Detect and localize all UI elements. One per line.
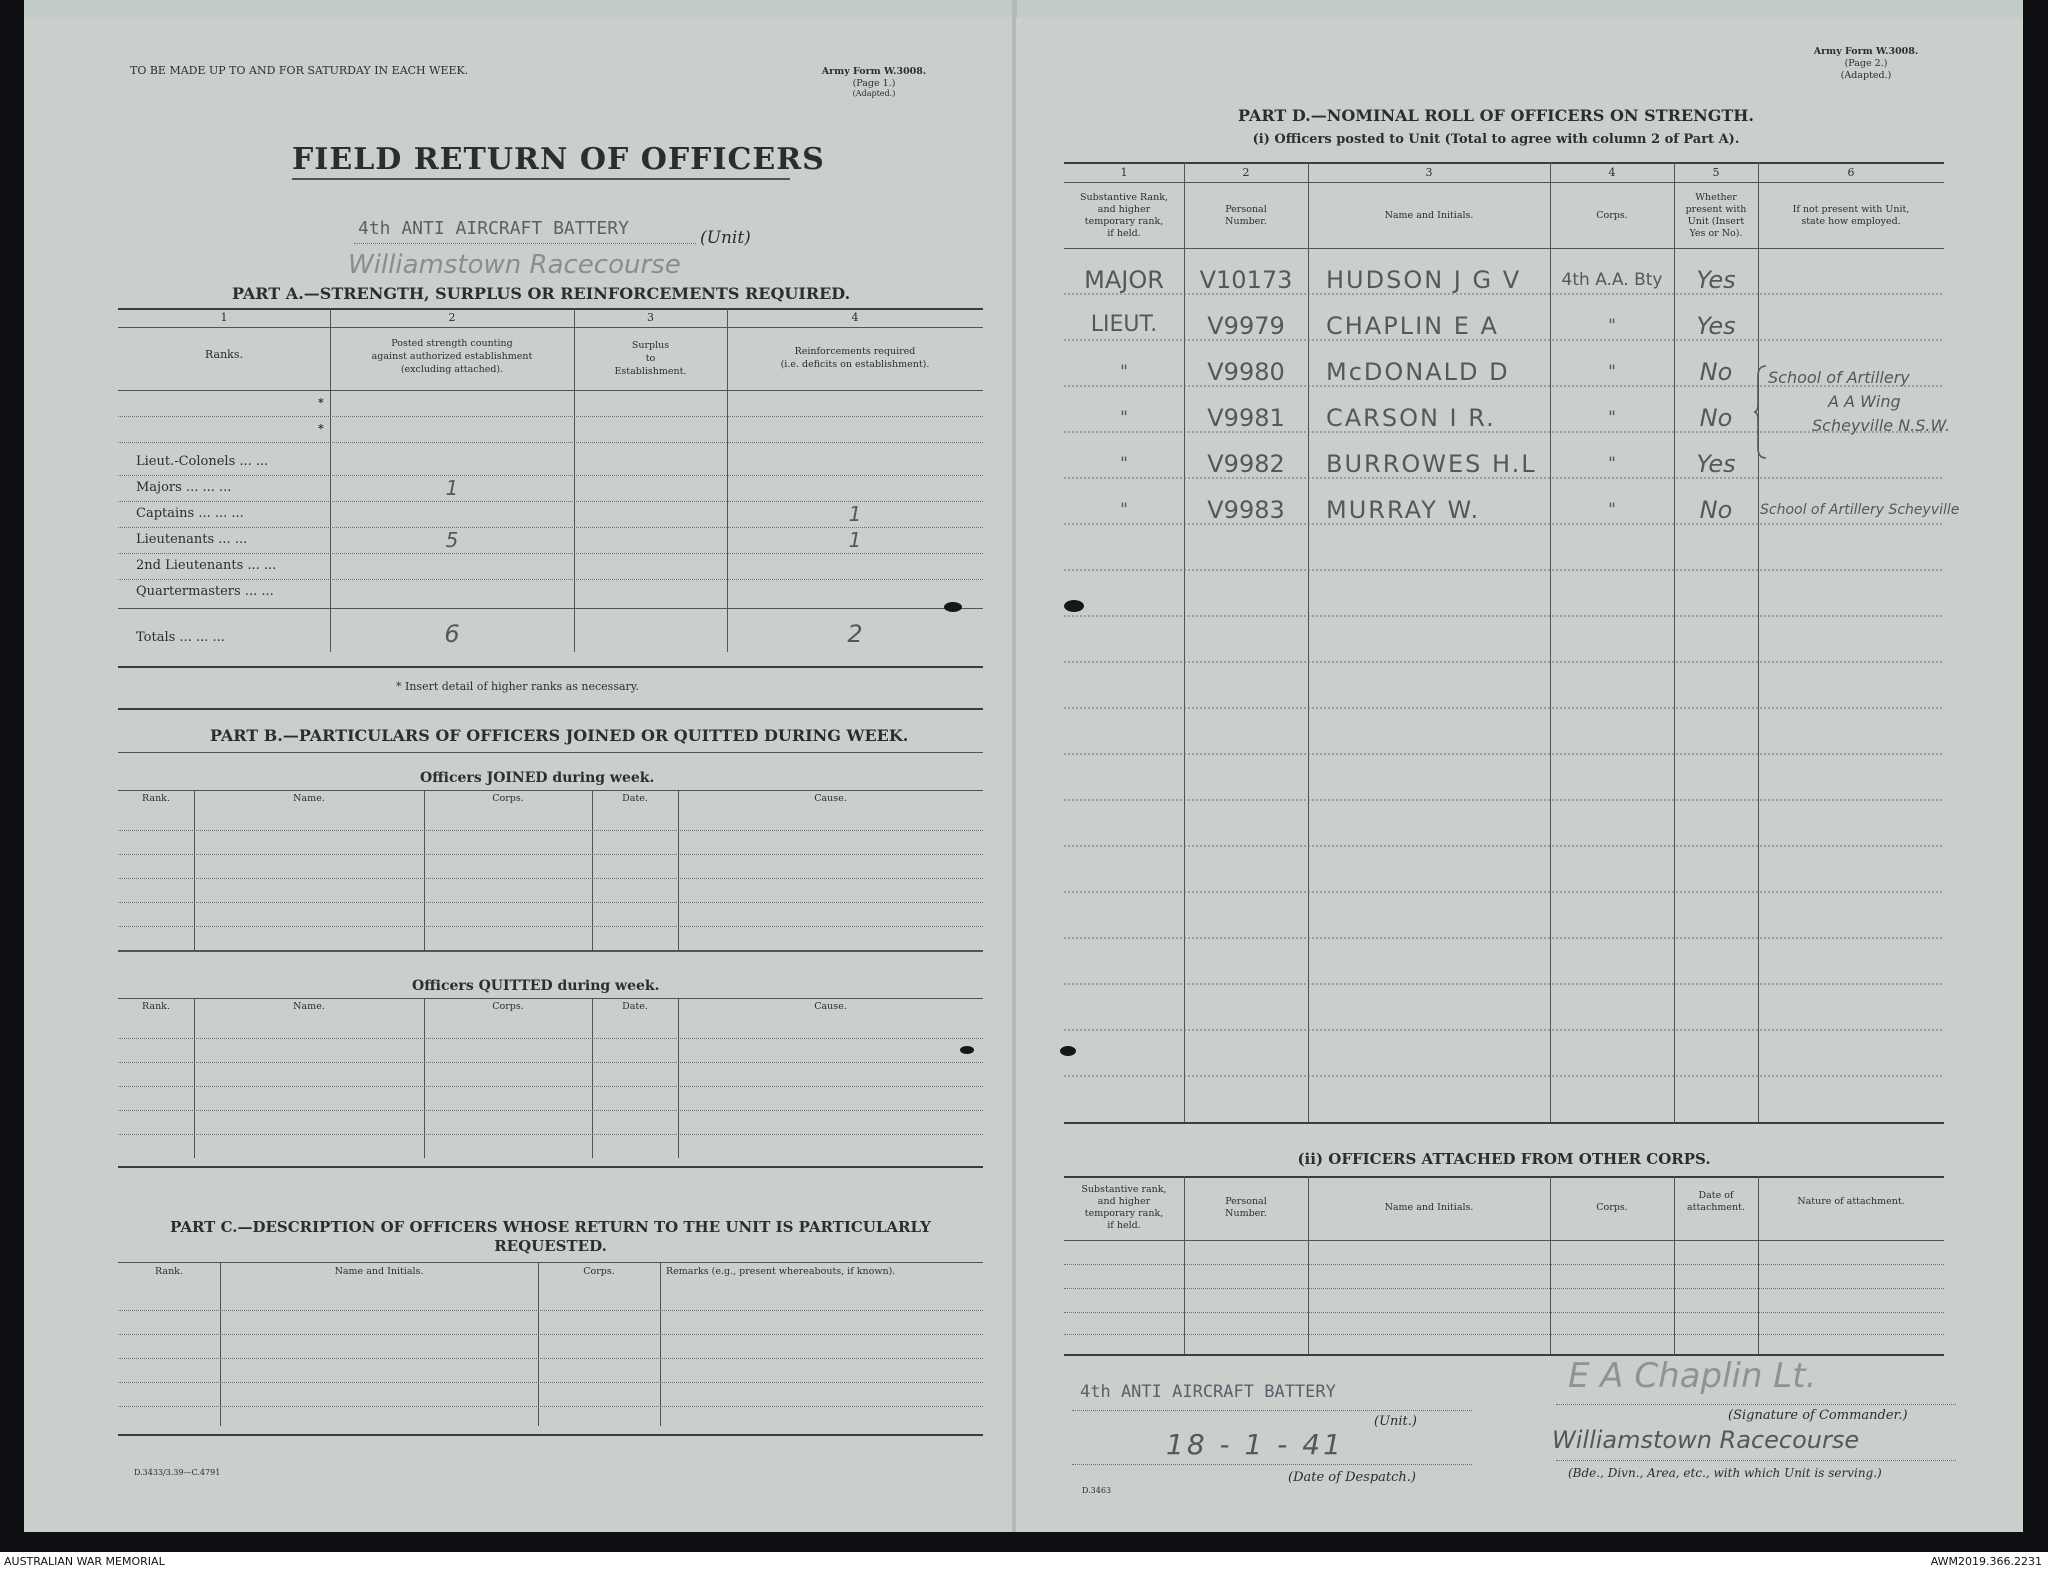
officer-corps: " bbox=[1608, 316, 1616, 336]
rank-label: Lieutenants ... ... bbox=[136, 532, 248, 547]
form-adapted: (Adapted.) bbox=[852, 89, 896, 98]
bracket-icon bbox=[1754, 364, 1768, 460]
att-dotted-4 bbox=[1064, 1334, 1944, 1335]
bracket-note-line-2: A A Wing bbox=[1828, 392, 1901, 411]
officer-name: CHAPLIN E A bbox=[1326, 312, 1499, 340]
part-d-heading: PART D.—NOMINAL ROLL OF OFFICERS ON STRENGTH. bbox=[1238, 106, 1754, 125]
officer-number: V10173 bbox=[1199, 266, 1293, 294]
officer-present: No bbox=[1699, 404, 1733, 432]
col-ranks-header: Ranks. bbox=[205, 348, 243, 361]
col-surplus-header-1: Surplus bbox=[631, 340, 670, 351]
quitted-dotted-3 bbox=[118, 1086, 983, 1087]
part-b-heading: PART B.—PARTICULARS OF OFFICERS JOINED OR QUITTED DURING WEEK. bbox=[210, 726, 909, 745]
d-head-present-1: Whether bbox=[1695, 192, 1737, 203]
punch-hole bbox=[944, 602, 962, 612]
officer-name: CARSON I R. bbox=[1326, 404, 1496, 432]
part-d-top-rule bbox=[1064, 162, 1944, 164]
officer-number: V9983 bbox=[1207, 496, 1285, 524]
joined-dotted-4 bbox=[118, 902, 983, 903]
att-head-nature: Nature of attachment. bbox=[1797, 1196, 1905, 1207]
part-a-heading: PART A.—STRENGTH, SURPLUS OR REINFORCEMENTS REQUIRED. bbox=[232, 284, 851, 303]
part-c-col-corps: Corps. bbox=[583, 1266, 615, 1277]
joined-top-rule bbox=[118, 790, 983, 791]
part-c-vline-1 bbox=[220, 1262, 221, 1426]
rank-label: Quartermasters ... ... bbox=[136, 584, 274, 599]
d-col-number-3: 3 bbox=[1425, 166, 1433, 179]
rank-row bbox=[118, 450, 983, 476]
col-reinf-header-2: (i.e. deficits on establishment). bbox=[780, 359, 930, 370]
rank-label: Lieut.-Colonels ... ... bbox=[136, 454, 269, 469]
joined-col-rank: Rank. bbox=[142, 793, 170, 804]
officer-employed: School of Artillery Scheyville bbox=[1760, 502, 1960, 518]
col-posted-header-1: Posted strength counting bbox=[391, 338, 513, 349]
d-head-rank-3: temporary rank, bbox=[1084, 216, 1164, 227]
col-number-1: 1 bbox=[220, 311, 228, 324]
footer-date-line bbox=[1072, 1464, 1472, 1465]
bracket-note-line-3: Scheyville N.S.W. bbox=[1812, 416, 1951, 435]
officer-rank: " bbox=[1120, 362, 1128, 382]
d-head-present-2: present with bbox=[1685, 204, 1747, 215]
officer-number: V9979 bbox=[1207, 312, 1285, 340]
quitted-bottom-rule bbox=[118, 1166, 983, 1168]
commander-signature: E A Chaplin Lt. bbox=[1568, 1356, 1817, 1396]
attached-heading: (ii) OFFICERS ATTACHED FROM OTHER CORPS. bbox=[1297, 1150, 1711, 1168]
part-c-top-rule bbox=[118, 1262, 983, 1263]
part-a-footnote: * Insert detail of higher ranks as necessary. bbox=[396, 680, 640, 693]
unit-stamp: 4th ANTI AIRCRAFT BATTERY bbox=[358, 218, 629, 239]
posted-value: 1 bbox=[445, 476, 459, 500]
officer-number: V9980 bbox=[1207, 358, 1285, 386]
officer-row bbox=[1064, 492, 1960, 538]
joined-dotted-1 bbox=[118, 830, 983, 831]
part-d-rows bbox=[1064, 262, 1960, 538]
part-d-colnum-rule bbox=[1064, 182, 1944, 183]
asterisk-row-2: * bbox=[318, 422, 324, 435]
att-head-corps: Corps. bbox=[1596, 1202, 1628, 1213]
officer-corps: " bbox=[1608, 500, 1616, 520]
officer-present: No bbox=[1699, 496, 1733, 524]
joined-dotted-2 bbox=[118, 854, 983, 855]
att-vline-5 bbox=[1758, 1176, 1759, 1354]
col-surplus-header-2: to bbox=[645, 353, 656, 364]
d-head-employed-2: state how employed. bbox=[1801, 216, 1901, 227]
rank-row bbox=[118, 554, 983, 580]
officer-present: Yes bbox=[1696, 266, 1736, 294]
quitted-col-corps: Corps. bbox=[492, 1001, 524, 1012]
part-c-dotted-3 bbox=[118, 1358, 983, 1359]
officer-corps: " bbox=[1608, 454, 1616, 474]
form-adapted-p2: (Adapted.) bbox=[1840, 70, 1892, 81]
rank-label: 2nd Lieutenants ... ... bbox=[136, 558, 277, 573]
footer-unit-label: (Unit.) bbox=[1374, 1414, 1417, 1429]
officer-row bbox=[1064, 308, 1944, 354]
col-number-4: 4 bbox=[851, 311, 859, 324]
form-title: FIELD RETURN OF OFFICERS bbox=[292, 142, 825, 177]
page-2 bbox=[1016, 18, 2023, 1532]
form-id: Army Form W.3008. bbox=[821, 66, 927, 77]
d-head-rank-2: and higher bbox=[1097, 204, 1151, 215]
att-dotted-2 bbox=[1064, 1288, 1944, 1289]
part-d-subheading: (i) Officers posted to Unit (Total to agree with column 2 of Part A). bbox=[1252, 132, 1740, 147]
att-head-rank-1: Substantive rank, bbox=[1081, 1184, 1167, 1195]
att-head-date-1: Date of bbox=[1698, 1190, 1734, 1201]
officer-name: McDONALD D bbox=[1326, 358, 1510, 386]
rank-row bbox=[118, 502, 983, 528]
signature-label: (Signature of Commander.) bbox=[1728, 1408, 1908, 1423]
asterisk-row-1: * bbox=[318, 396, 324, 409]
rank-label: Captains ... ... ... bbox=[136, 506, 244, 521]
officer-row bbox=[1064, 262, 1944, 308]
officer-rank: " bbox=[1120, 408, 1128, 428]
d-head-corps: Corps. bbox=[1596, 210, 1628, 221]
att-head-number-2: Number. bbox=[1225, 1208, 1267, 1219]
col-surplus-header-3: Establishment. bbox=[614, 366, 687, 377]
officer-corps: " bbox=[1608, 408, 1616, 428]
attached-header-rule bbox=[1064, 1240, 1944, 1241]
part-a-header-rule bbox=[118, 390, 983, 391]
att-head-rank-2: and higher bbox=[1097, 1196, 1151, 1207]
officer-rank: " bbox=[1120, 500, 1128, 520]
quitted-dotted-2 bbox=[118, 1062, 983, 1063]
att-vline-2 bbox=[1308, 1176, 1309, 1354]
att-vline-1 bbox=[1184, 1176, 1185, 1354]
part-c-col-remarks: Remarks (e.g., present whereabouts, if known). bbox=[666, 1266, 896, 1277]
d-head-number-2: Number. bbox=[1225, 216, 1267, 227]
bracket-note-line-1: School of Artillery bbox=[1768, 368, 1910, 387]
rank-row bbox=[118, 580, 983, 606]
officer-name: HUDSON J G V bbox=[1326, 266, 1522, 294]
footer-unit-line bbox=[1072, 1410, 1472, 1411]
footer-location-handwritten: Williamstown Racecourse bbox=[1552, 1426, 1860, 1454]
punch-hole bbox=[960, 1046, 974, 1054]
d-head-present-3: Unit (Insert bbox=[1687, 216, 1745, 227]
att-dotted-3 bbox=[1064, 1312, 1944, 1313]
punch-hole bbox=[1060, 1046, 1076, 1056]
d-col-number-2: 2 bbox=[1242, 166, 1250, 179]
d-head-rank-4: if held. bbox=[1107, 228, 1141, 239]
part-c-col-name: Name and Initials. bbox=[334, 1266, 424, 1277]
rank-label: Majors ... ... ... bbox=[136, 480, 232, 495]
officer-rank: " bbox=[1120, 454, 1128, 474]
att-vline-3 bbox=[1550, 1176, 1551, 1354]
totals-posted: 6 bbox=[444, 620, 460, 648]
officer-row bbox=[1064, 446, 1944, 492]
officer-present: No bbox=[1699, 358, 1733, 386]
quitted-col-rank: Rank. bbox=[142, 1001, 170, 1012]
d-head-present-4: Yes or No). bbox=[1689, 228, 1743, 239]
part-a-dotted-2 bbox=[118, 442, 983, 443]
quitted-col-date: Date. bbox=[622, 1001, 648, 1012]
part-c-dotted-2 bbox=[118, 1334, 983, 1335]
officer-name: MURRAY W. bbox=[1326, 496, 1481, 524]
d-col-number-5: 5 bbox=[1712, 166, 1720, 179]
print-code: D.3433/3.39—C.4791 bbox=[134, 1468, 221, 1477]
archive-name: AUSTRALIAN WAR MEMORIAL bbox=[4, 1555, 165, 1568]
joined-col-corps: Corps. bbox=[492, 793, 524, 804]
joined-col-date: Date. bbox=[622, 793, 648, 804]
att-head-name: Name and Initials. bbox=[1384, 1202, 1474, 1213]
unit-dotted-line bbox=[354, 243, 696, 244]
location-handwritten: Williamstown Racecourse bbox=[348, 250, 681, 280]
att-head-date-2: attachment. bbox=[1687, 1202, 1745, 1213]
archive-footer-bar bbox=[0, 1552, 2048, 1572]
att-head-number-1: Personal bbox=[1225, 1196, 1267, 1207]
part-c-vline-2 bbox=[538, 1262, 539, 1426]
part-d-bottom-rule bbox=[1064, 1122, 1944, 1124]
quitted-col-cause: Cause. bbox=[814, 1001, 847, 1012]
part-b-top-rule bbox=[118, 752, 983, 753]
officer-name: BURROWES H.L bbox=[1326, 450, 1537, 478]
footer-unit-stamp: 4th ANTI AIRCRAFT BATTERY bbox=[1080, 1382, 1336, 1402]
part-c-bottom-rule bbox=[118, 1434, 983, 1436]
location-line bbox=[1556, 1460, 1956, 1461]
col-posted-header-2: against authorized establishment bbox=[371, 351, 533, 362]
attached-top-rule bbox=[1064, 1176, 1944, 1178]
posted-value: 5 bbox=[445, 528, 459, 552]
joined-dotted-5 bbox=[118, 926, 983, 927]
rank-row bbox=[118, 528, 983, 554]
joined-col-cause: Cause. bbox=[814, 793, 847, 804]
joined-col-name: Name. bbox=[293, 793, 325, 804]
joined-bottom-rule bbox=[118, 950, 983, 952]
officer-present: Yes bbox=[1696, 450, 1736, 478]
part-c-dotted-1 bbox=[118, 1310, 983, 1311]
att-head-rank-3: temporary rank, bbox=[1084, 1208, 1164, 1219]
archive-id: AWM2019.366.2231 bbox=[1930, 1555, 2042, 1568]
part-c-dotted-5 bbox=[118, 1406, 983, 1407]
part-c-heading-1: PART C.—DESCRIPTION OF OFFICERS WHOSE RETURN TO THE UNIT IS PARTICULARLY bbox=[170, 1218, 931, 1236]
form-page-p2: (Page 2.) bbox=[1844, 58, 1888, 69]
att-vline-4 bbox=[1674, 1176, 1675, 1354]
part-a-colnum-rule bbox=[118, 327, 983, 328]
location-label: (Bde., Divn., Area, etc., with which Unit is serving.) bbox=[1568, 1466, 1882, 1480]
att-head-rank-4: if held. bbox=[1107, 1220, 1141, 1231]
part-c-heading-2: REQUESTED. bbox=[494, 1237, 607, 1255]
form-page: (Page 1.) bbox=[852, 78, 896, 89]
officer-rank: MAJOR bbox=[1084, 266, 1164, 294]
d-col-number-4: 4 bbox=[1608, 166, 1616, 179]
col-posted-header-3: (excluding attached). bbox=[400, 364, 504, 375]
part-c-col-rank: Rank. bbox=[155, 1266, 183, 1277]
quitted-dotted-4 bbox=[118, 1110, 983, 1111]
d-head-employed-1: If not present with Unit, bbox=[1792, 204, 1910, 215]
d-head-number-1: Personal bbox=[1225, 204, 1267, 215]
officer-number: V9982 bbox=[1207, 450, 1285, 478]
col-number-2: 2 bbox=[448, 311, 456, 324]
officer-corps: 4th A.A. Bty bbox=[1561, 270, 1663, 290]
top-note: TO BE MADE UP TO AND FOR SATURDAY IN EACH WEEK. bbox=[130, 64, 469, 77]
d-head-rank-1: Substantive Rank, bbox=[1080, 192, 1168, 203]
quitted-dotted-5 bbox=[118, 1134, 983, 1135]
date-label: (Date of Despatch.) bbox=[1288, 1470, 1417, 1485]
quitted-col-name: Name. bbox=[293, 1001, 325, 1012]
date-handwritten: 18 - 1 - 41 bbox=[1166, 1428, 1344, 1461]
col-reinf-header-1: Reinforcements required bbox=[794, 346, 916, 357]
signature-line bbox=[1556, 1404, 1956, 1405]
page-1 bbox=[24, 18, 1014, 1532]
rank-row bbox=[118, 476, 983, 502]
totals-reinf: 2 bbox=[847, 620, 863, 648]
quitted-top-rule bbox=[118, 998, 983, 999]
part-c-vline-3 bbox=[660, 1262, 661, 1426]
officer-corps: " bbox=[1608, 362, 1616, 382]
officer-rank: LIEUT. bbox=[1090, 312, 1158, 337]
d-col-number-1: 1 bbox=[1120, 166, 1128, 179]
part-c-dotted-4 bbox=[118, 1382, 983, 1383]
officer-present: Yes bbox=[1696, 312, 1736, 340]
quitted-dotted-1 bbox=[118, 1038, 983, 1039]
d-head-name: Name and Initials. bbox=[1384, 210, 1474, 221]
part-a-dotted-1 bbox=[118, 416, 983, 417]
part-a-footnote-rule bbox=[118, 708, 983, 710]
print-code-p2: D.3463 bbox=[1082, 1486, 1112, 1495]
totals-label: Totals ... ... ... bbox=[136, 630, 225, 645]
form-id-p2: Army Form W.3008. bbox=[1813, 46, 1919, 57]
joined-heading: Officers JOINED during week. bbox=[420, 770, 655, 786]
unit-label: (Unit) bbox=[700, 228, 751, 248]
reinf-value: 1 bbox=[848, 502, 862, 526]
reinf-value: 1 bbox=[848, 528, 862, 552]
d-col-number-6: 6 bbox=[1847, 166, 1855, 179]
totals-rule bbox=[118, 608, 983, 609]
quitted-heading: Officers QUITTED during week. bbox=[412, 978, 660, 994]
title-underline bbox=[292, 178, 790, 180]
part-a-bottom-rule bbox=[118, 666, 983, 668]
joined-dotted-3 bbox=[118, 878, 983, 879]
officer-number: V9981 bbox=[1207, 404, 1285, 432]
punch-hole bbox=[1064, 600, 1084, 612]
col-number-3: 3 bbox=[647, 311, 654, 324]
att-dotted-1 bbox=[1064, 1264, 1944, 1265]
part-a-top-rule bbox=[118, 308, 983, 310]
